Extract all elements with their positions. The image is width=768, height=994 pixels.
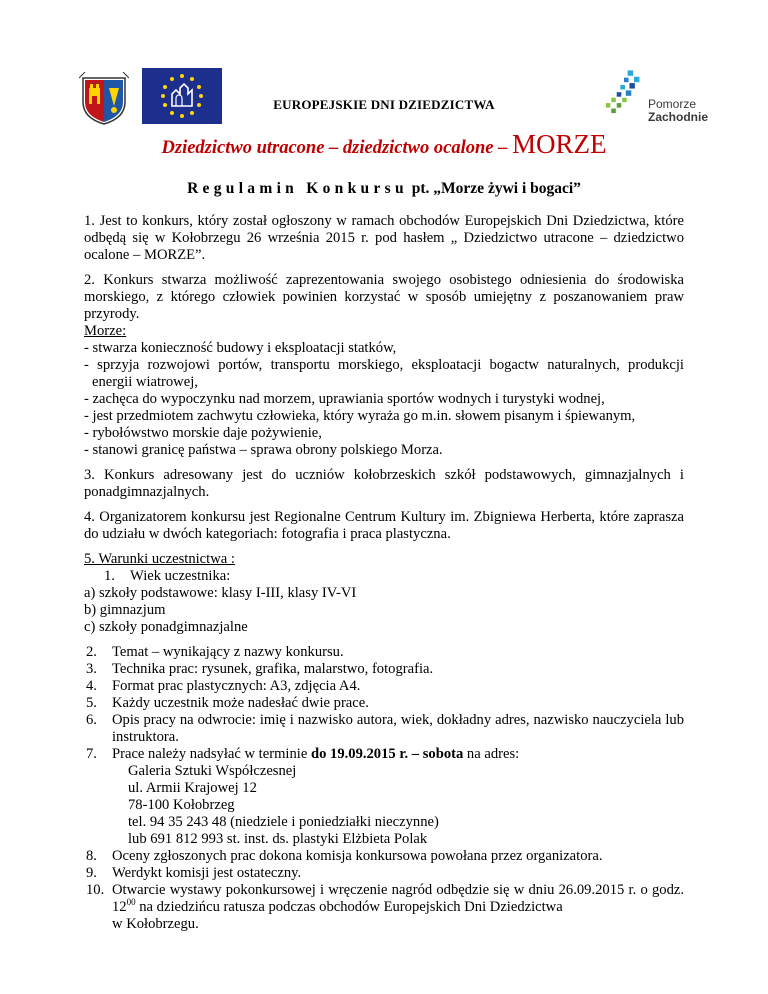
item-10-post: na dziedzińcu ratusza podczas obchodów Europejskich Dni Dziedzictwa [135, 899, 563, 915]
item-7-pre: Prace należy nadsyłać w terminie [112, 746, 311, 762]
address-line: 78-100 Kołobrzeg [128, 797, 235, 813]
morze-item: - sprzyja rozwojowi portów, transportu morskiego, eksploatacji bogactw naturalnych, produkcji energii wiatrowej, [84, 357, 684, 390]
list-item: Format prac plastycznych: A3, zdjęcia A4. [112, 678, 361, 694]
address-line: ul. Armii Krajowej 12 [128, 780, 257, 796]
list-number: 4. [86, 678, 97, 694]
item-7 [84, 746, 684, 848]
conditions-heading: 5. Warunki uczestnictwa : [84, 551, 235, 567]
rules-title-rest: pt. „Morze żywi i bogaci” [407, 180, 581, 197]
list-number: 9. [86, 865, 97, 881]
event-title: EUROPEJSKIE DNI DZIEDZICTWA [273, 97, 495, 112]
subtitle-text: Dziedzictwo utracone – dziedzictwo ocalone – [161, 138, 512, 158]
list-number: 10. [86, 882, 105, 898]
morze-item: - zachęca do wypoczynku nad morzem, uprawiania sportów wodnych i turystyki wodnej, [84, 391, 605, 407]
time-superscript: 00 [126, 897, 136, 907]
list-number: 1. [104, 568, 115, 584]
item-10-last: w Kołobrzegu. [112, 916, 199, 932]
paragraph-1: 1. Jest to konkurs, który został ogłoszony w ramach obchodów Europejskich Dni Dziedzictwa, które odbędą się w Kołobrzegu 26 września 2015 r. pod hasłem „ Dziedzictwo utracone – dziedzictwo ocalone – MORZE”. [84, 213, 684, 263]
list-number: 5. [86, 695, 97, 711]
morze-label: Morze: [84, 323, 127, 339]
deadline: do 19.09.2015 r. – sobota [310, 746, 464, 762]
list-number: 6. [86, 712, 97, 728]
morze-item: - stwarza konieczność budowy i eksploatacji statków, [84, 340, 397, 356]
rules-title-spaced: Regulamin Konkursu [187, 180, 408, 197]
age-label: Wiek uczestnika: [130, 568, 231, 584]
paragraph-4: 4. Organizatorem konkursu jest Regionalne Centrum Kultury im. Zbigniewa Herberta, które zaprasza do udziału w dwóch kategoriach: fotografia i praca plastyczna. [84, 509, 684, 542]
event-subtitle [0, 129, 768, 159]
item-10 [84, 882, 684, 933]
age-row [84, 568, 684, 585]
paragraph-2-block [84, 272, 684, 459]
list-item: Technika prac: rysunek, grafika, malarstwo, fotografia. [112, 661, 434, 677]
paragraph-2: 2. Konkurs stwarza możliwość zaprezentowania swojego osobistego odniesienia do środowiska morskiego, z którego człowiek powinien korzystać w sposób umiejętny z poszanowaniem praw przyrody. [84, 272, 684, 322]
age-item: a) szkoły podstawowe: klasy I-III, klasy IV-VI [84, 585, 357, 601]
list-number: 3. [86, 661, 97, 677]
morze-item: - stanowi granicę państwa – sprawa obrony polskiego Morza. [84, 442, 443, 458]
address-line: tel. 94 35 243 48 (niedziele i poniedziałki nieczynne) [128, 814, 439, 830]
rules-title [0, 180, 768, 197]
item-8-text: Oceny zgłoszonych prac dokona komisja konkursowa powołana przez organizatora. [112, 848, 603, 864]
rules-body [84, 213, 684, 933]
paragraph-3: 3. Konkurs adresowany jest do uczniów kołobrzeskich szkół podstawowych, gimnazjalnych i ponadgimnazjalnych. [84, 467, 684, 500]
list-number: 7. [86, 746, 97, 762]
age-item: b) gimnazjum [84, 602, 166, 618]
list-number: 8. [86, 848, 97, 864]
list-item: Opis pracy na odwrocie: imię i nazwisko autora, wiek, dokładny adres, nazwisko nauczyciela lub instruktora. [112, 712, 684, 745]
item-7-text [112, 746, 684, 763]
item-8 [84, 848, 684, 865]
pomorze-logo-line2: Zachodnie [648, 110, 709, 124]
item-9-text: Werdykt komisji jest ostateczny. [112, 865, 302, 881]
subtitle-morze: MORZE [511, 129, 607, 159]
pomorze-logo-line1: Pomorze [648, 97, 697, 111]
item-10-text [112, 882, 684, 933]
age-item: c) szkoły ponadgimnazjalne [84, 619, 248, 635]
morze-item: - rybołówstwo morskie daje pożywienie, [84, 425, 322, 441]
address-line: lub 691 812 993 st. inst. ds. plastyki Elżbieta Polak [128, 831, 428, 847]
address-line: Galeria Sztuki Współczesnej [128, 763, 297, 779]
conditions-list [84, 644, 684, 746]
item-9 [84, 865, 684, 882]
morze-item: - jest przedmiotem zachwytu człowieka, który wyraża go m.in. słowem pisanym i śpiewanym, [84, 408, 636, 424]
list-number: 2. [86, 644, 97, 660]
item-10-pre: Otwarcie wystawy pokonkursowej i wręczenie nagród odbędzie się w dniu 26.09.2015 r. o godz. 12 [112, 882, 684, 915]
item-7-post: na adres: [463, 746, 520, 762]
list-item: Każdy uczestnik może nadesłać dwie prace. [112, 695, 369, 711]
conditions-section [84, 551, 684, 636]
list-item: Temat – wynikający z nazwy konkursu. [112, 644, 344, 660]
